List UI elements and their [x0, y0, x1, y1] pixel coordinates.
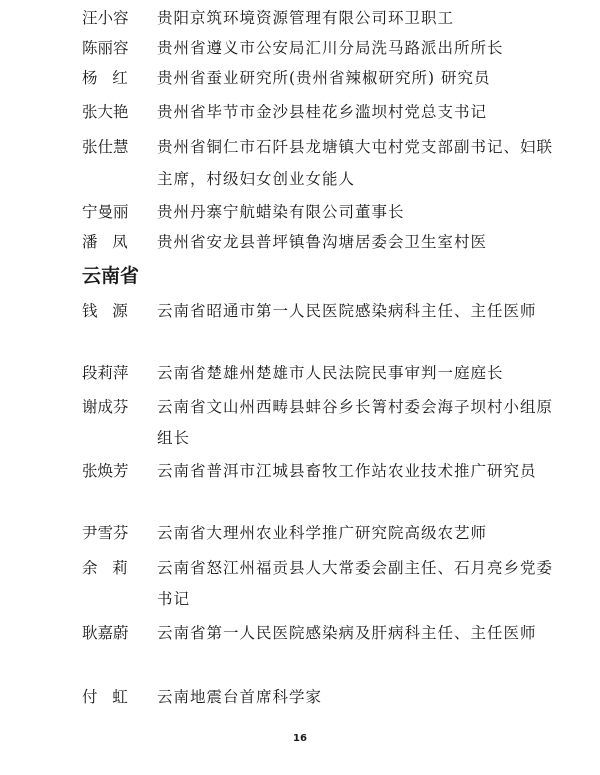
person-title: 云南地震台首席科学家 — [157, 688, 323, 706]
person-title: 贵州省遵义市公安局汇川分局洗马路派出所所长 — [157, 39, 504, 57]
person-name: 汪小容 — [82, 9, 129, 27]
person-title: 云南省普洱市江城县畜牧工作站农业技术推广研究员 — [157, 462, 537, 480]
person-title: 云南省怒江州福贡县人大常委会副主任、石月亮乡党委书记 — [157, 559, 554, 608]
person-name: 段莉萍 — [82, 364, 129, 382]
province-heading: 云南省 — [82, 265, 140, 287]
entry-row — [82, 618, 562, 649]
entry-row — [82, 392, 562, 454]
entry-row — [82, 553, 562, 615]
person-name: 张仕慧 — [82, 138, 129, 156]
person-title: 云南省昭通市第一人民医院感染病科主任、主任医师 — [157, 302, 537, 320]
person-title: 贵州省毕节市金沙县桂花乡滥坝村党总支书记 — [157, 103, 488, 121]
person-name: 张大艳 — [82, 103, 129, 121]
person-name: 陈丽容 — [82, 39, 129, 57]
person-name: 余莉 — [82, 559, 143, 577]
person-name: 谢成芬 — [82, 398, 129, 416]
entry-row — [82, 34, 562, 63]
person-name: 宁曼丽 — [82, 203, 129, 221]
person-title: 贵州省安龙县普坪镇鲁沟塘居委会卫生室村医 — [157, 233, 488, 251]
person-title: 贵州丹寨宁航蜡染有限公司董事长 — [157, 203, 405, 221]
person-name: 钱源 — [82, 302, 143, 320]
page-number: 16 — [293, 733, 307, 744]
entry-row — [82, 198, 562, 227]
entry-row — [82, 456, 562, 487]
person-name: 付虹 — [82, 688, 143, 706]
person-name: 杨红 — [82, 69, 143, 87]
entry-row — [82, 519, 562, 548]
person-title: 云南省第一人民医院感染病及肝病科主任、主任医师 — [157, 624, 537, 642]
entry-row — [82, 98, 562, 127]
person-title: 贵州省铜仁市石阡县龙塘镇大屯村党支部副书记、妇联主席，村级妇女创业女能人 — [157, 138, 554, 188]
entry-row — [82, 359, 562, 388]
entry-row — [82, 131, 562, 195]
entry-row — [82, 683, 562, 712]
entry-row — [82, 228, 562, 257]
entry-row — [82, 4, 562, 33]
person-title: 贵州省蚕业研究所(贵州省辣椒研究所) 研究员 — [157, 69, 491, 87]
person-title: 云南省文山州西畴县蚌谷乡长箐村委会海子坝村小组原组长 — [157, 398, 554, 447]
person-title: 云南省楚雄州楚雄市人民法院民事审判一庭庭长 — [157, 364, 504, 382]
person-title: 贵阳京筑环境资源管理有限公司环卫职工 — [157, 9, 455, 27]
person-name: 耿嘉蔚 — [82, 624, 129, 642]
person-name: 潘凤 — [82, 233, 143, 251]
entry-row — [82, 64, 562, 93]
person-name: 尹雪芬 — [82, 524, 129, 542]
person-title: 云南省大理州农业科学推广研究院高级农艺师 — [157, 524, 488, 542]
entry-row — [82, 296, 562, 327]
person-name: 张焕芳 — [82, 462, 129, 480]
